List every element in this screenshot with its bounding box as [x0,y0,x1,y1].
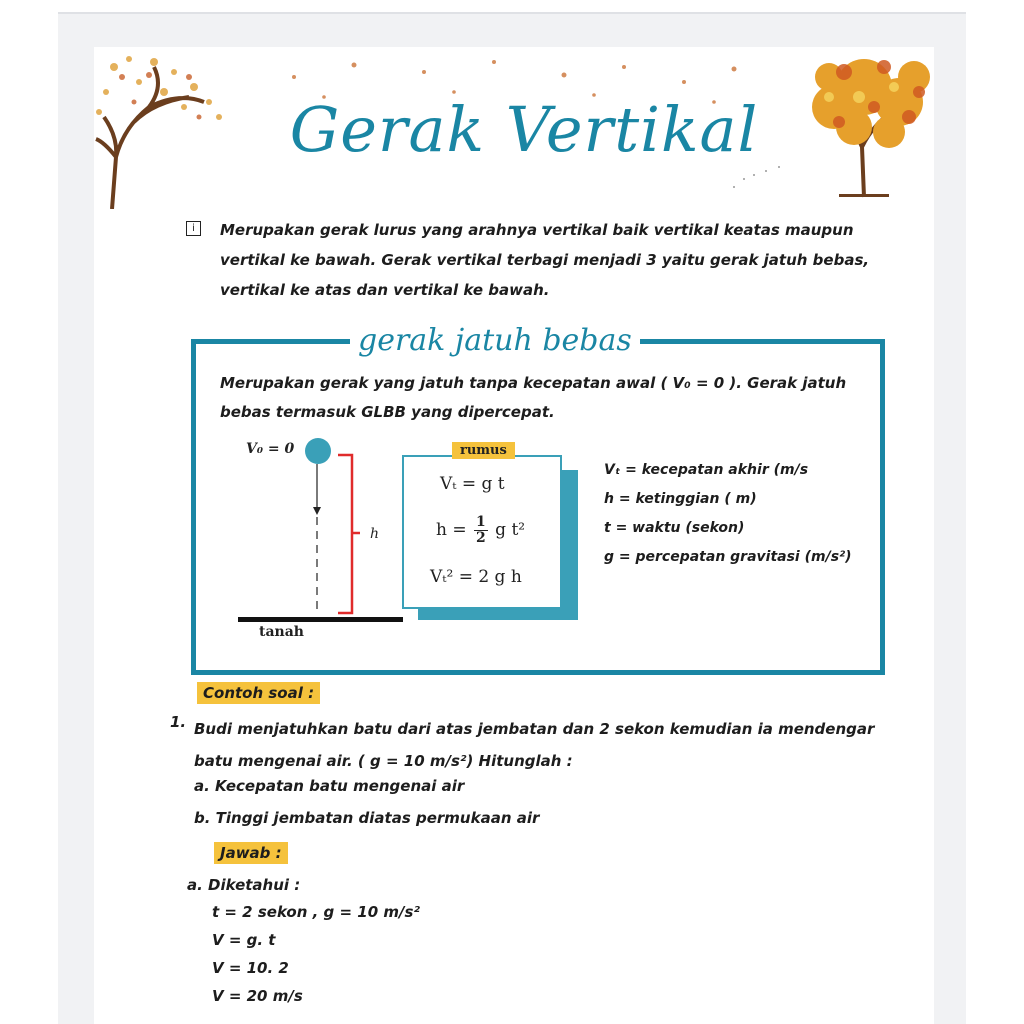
question-part-b: b. Tinggi jembatan diatas permukaan air [194,809,540,827]
variable-legend [604,456,874,572]
answer-line: V = 20 m/s [212,987,303,1005]
formula-height-right: g t² [495,520,526,540]
height-bracket [338,455,352,613]
document-page[interactable] [94,47,934,1024]
formula-label: rumus [452,442,515,459]
formula-height [436,515,525,546]
example-heading [197,684,320,702]
right-tree-illustration [812,59,930,197]
formula-velocity-squared: Vₜ² = 2 g h [430,567,522,587]
legend-item: h = ketinggian ( m) [604,491,757,507]
answer-heading [214,844,288,862]
legend-item: g = percepatan gravitasi (m/s²) [604,549,852,565]
legend-item: t = waktu (sekon) [604,520,745,536]
answer-line: t = 2 sekon , g = 10 m/s² [212,903,420,921]
height-label: h [370,526,380,542]
answer-line: V = g. t [212,931,276,949]
formula-velocity: Vₜ = g t [440,474,505,494]
question-number: 1. [170,713,187,731]
ground-line [238,617,403,622]
answer-line: V = 10. 2 [212,959,289,977]
gerak-jatuh-bebas-heading: gerak jatuh bebas [350,323,640,358]
viewer-top-border [58,12,966,14]
page-title: Gerak Vertikal [289,93,759,166]
question-part-a: a. Kecepatan batu mengenai air [194,777,465,795]
answer-label: Jawab : [214,842,288,864]
intro-paragraph: Merupakan gerak lurus yang arahnya vertikal baik vertikal keatas maupun vertikal ke bawah. Gerak vertikal terbagi menjadi 3 yaitu gerak jatuh bebas, vertikal ke atas dan vertikal ke bawah. [220,221,870,299]
fraction-numerator: 1 [476,514,486,530]
fraction-denominator: 2 [476,530,486,546]
formula-height-left: h = [436,520,467,540]
legend-item: Vₜ = kecepatan akhir (m/s [604,462,809,478]
answer-part-a-heading: a. Diketahui : [187,876,301,894]
left-tree-illustration [96,56,222,209]
ball-shape [305,438,331,464]
free-fall-diagram [234,433,414,633]
ground-label: tanah [259,624,304,640]
question-text: Budi menjatuhkan batu dari atas jembatan dan 2 sekon kemudian ia mendengar batu mengenai air. ( g = 10 m/s²) Hitunglah : [194,720,875,770]
gerak-jatuh-bebas-description: Merupakan gerak yang jatuh tanpa kecepatan awal ( V₀ = 0 ). Gerak jatuh bebas termasuk GLBB yang dipercepat. [220,374,847,421]
info-icon: i [186,221,201,236]
initial-velocity-label: V₀ = 0 [246,441,295,457]
formula-fraction [474,515,488,546]
example-label: Contoh soal : [197,682,320,704]
